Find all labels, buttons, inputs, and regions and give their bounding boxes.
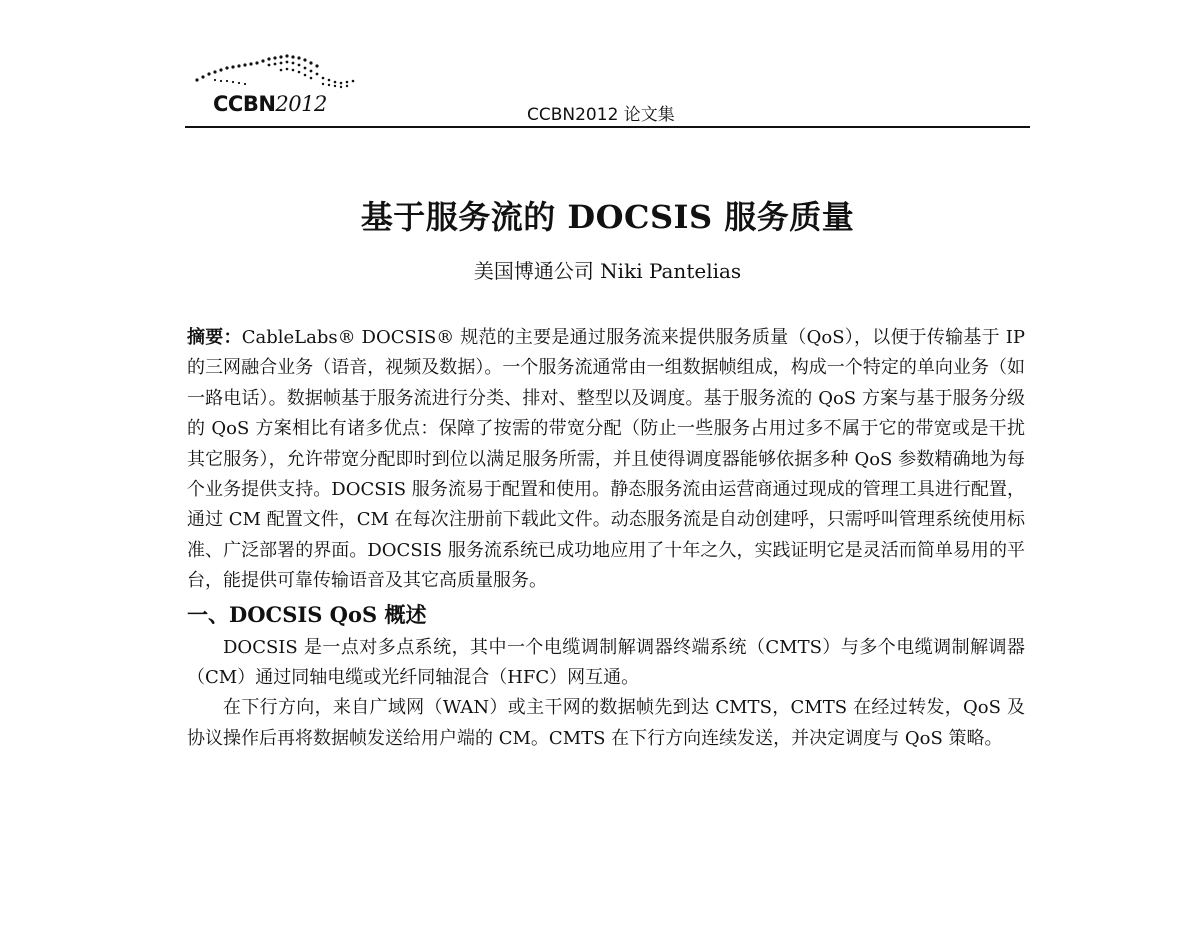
section-1-paragraph-1: DOCSIS 是一点对多点系统，其中一个电缆调制解调器终端系统（CMTS）与多个电缆调制解调器（CM）通过同轴电缆或光纤同轴混合（HFC）网互通。 xyxy=(187,636,1025,689)
abstract-paragraph xyxy=(187,323,1025,597)
running-header-title: CCBN2012 论文集 xyxy=(527,105,675,125)
paper-body xyxy=(187,323,1025,754)
abstract-label: 摘要： xyxy=(187,327,242,348)
section-1-paragraph-2: 在下行方向，来自广域网（WAN）或主干网的数据帧先到达 CMTS，CMTS 在经过转发，QoS 及协议操作后再将数据帧发送给用户端的 CM。CMTS 在下行方向连续发送，并决定调度与 QoS 策略。 xyxy=(187,697,1025,749)
paper-title: 基于服务流的 DOCSIS 服务质量 xyxy=(360,198,855,236)
header-divider xyxy=(185,126,1030,128)
ccbn-logo xyxy=(185,50,365,125)
section-1-heading: 一、DOCSIS QoS 概述 xyxy=(187,601,427,627)
logo-wordmark-ccbn: CCBN xyxy=(213,92,276,116)
logo-wordmark xyxy=(213,92,327,116)
logo-dots-graphic xyxy=(185,50,365,98)
page-header xyxy=(185,50,1030,128)
paper-author: 美国博通公司 Niki Pantelias xyxy=(473,259,742,283)
abstract-text: CableLabs® DOCSIS® 规范的主要是通过服务流来提供服务质量（QoS），以便于传输基于 IP 的三网融合业务（语音，视频及数据）。一个服务流通常由一组数据帧组成，构成一个特定的单向业务（如一路电话）。数据帧基于服务流进行分类、排对、整型以及调度。基于服务流的 QoS 方案与基于服务分级的 QoS 方案相比有诸多优点：保障了按需的带宽分配（防止一些服务占用过多不属于它的带宽或是干扰其它服务），允许带宽分配即时到位以满足服务所需，并且使得调度器能够依据多种 QoS 参数精确地为每个业务提供支持。DOCSIS 服务流易于配置和使用。静态服务流由运营商通过现成的管理工具进行配置，通过 CM 配置文件，CM 在每次注册前下载此文件。动态服务流是自动创建呼，只需呼叫管理系统使用标准、广泛部署的界面。DOCSIS 服务流系统已成功地应用了十年之久，实践证明它是灵活而简单易用的平台，能提供可靠传输语音及其它高质量服务。 xyxy=(187,327,1026,592)
logo-wordmark-year: 2012 xyxy=(275,92,327,116)
